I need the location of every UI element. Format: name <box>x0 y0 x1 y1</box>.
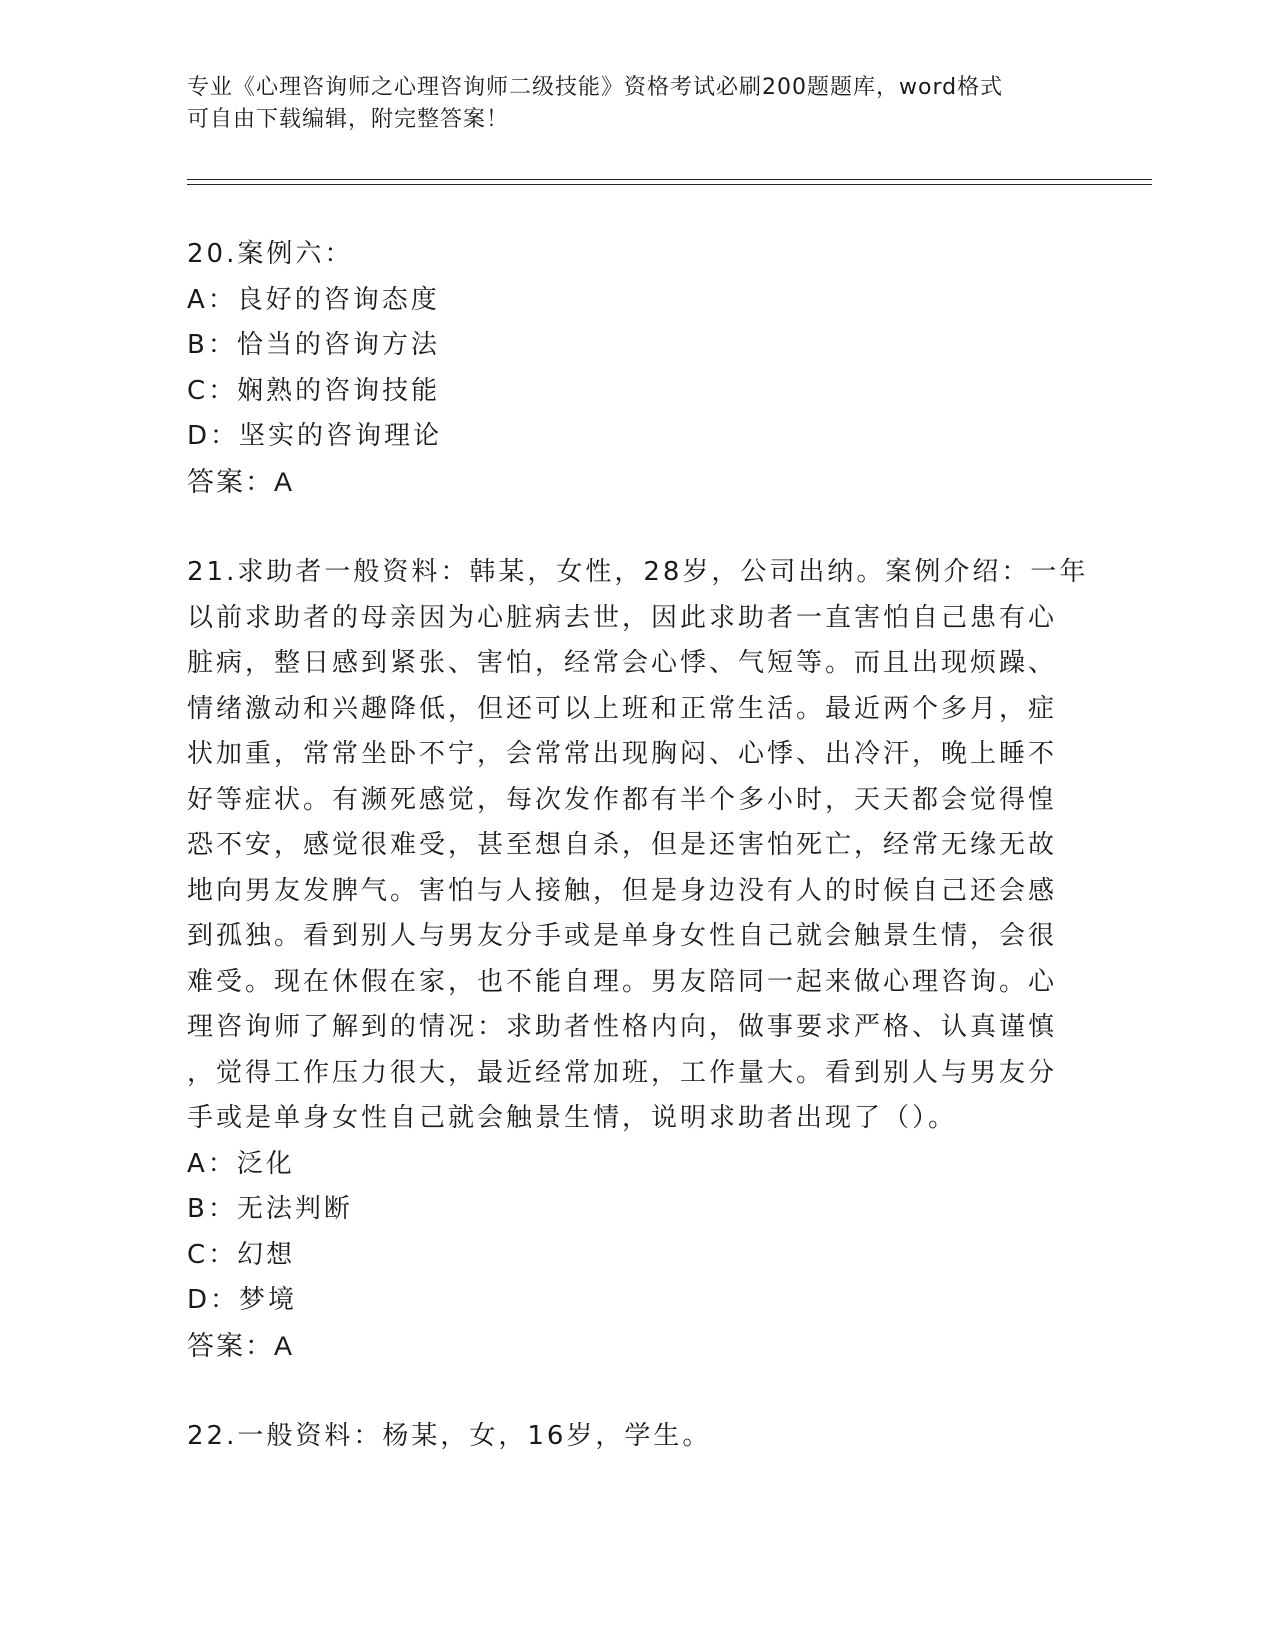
question-stem-line: ，觉得工作压力很大，最近经常加班，工作量大。看到别人与男友分 <box>187 1057 1058 1088</box>
question-stem-line: 情绪激动和兴趣降低，但还可以上班和正常生活。最近两个多月，症 <box>187 693 1058 724</box>
header-line-1: 专业《心理咨询师之心理咨询师二级技能》资格考试必刷200题题库，word格式 <box>187 75 1004 100</box>
question-stem-line: 手或是单身女性自己就会触景生情，说明求助者出现了（）。 <box>187 1103 958 1133</box>
question-21 <box>187 550 1087 1369</box>
question-stem-line: 脏病，整日感到紧张、害怕，经常会心悸、气短等。而且出现烦躁、 <box>187 648 1058 678</box>
question-stem: 22.一般资料：杨某，女，16岁，学生。 <box>187 1421 712 1451</box>
option-c: C：娴熟的咨询技能 <box>187 375 441 406</box>
document-header <box>187 72 1067 136</box>
question-stem-line: 到孤独。看到别人与男友分手或是单身女性自己就会触景生情，会很 <box>187 921 1058 951</box>
question-stem-line: 状加重，常常坐卧不宁，会常常出现胸闷、心悸、出冷汗，晚上睡不 <box>187 739 1058 769</box>
answer-label: 答案：A <box>187 1330 295 1361</box>
question-stem-line: 恐不安，感觉很难受，甚至想自杀，但是还害怕死亡，经常无缘无故 <box>187 830 1058 860</box>
question-stem: 20.案例六： <box>187 239 354 269</box>
option-d: D：梦境 <box>187 1285 298 1315</box>
question-stem-line: 理咨询师了解到的情况：求助者性格内向，做事要求严格、认真谨慎 <box>187 1012 1058 1042</box>
question-20 <box>187 232 1087 505</box>
question-22 <box>187 1414 1087 1460</box>
question-stem-line: 21.求助者一般资料：韩某，女性，28岁，公司出纳。案例介绍：一年 <box>187 557 1089 587</box>
question-list <box>187 232 1087 1460</box>
question-stem-line: 难受。现在休假在家，也不能自理。男友陪同一起来做心理咨询。心 <box>187 966 1058 997</box>
header-line-2: 可自由下载编辑，附完整答案！ <box>187 107 510 132</box>
answer-label: 答案：A <box>187 466 295 497</box>
option-c: C：幻想 <box>187 1239 296 1270</box>
option-a: A：良好的咨询态度 <box>187 284 440 315</box>
header-divider-bottom <box>187 184 1152 185</box>
header-divider-top <box>187 179 1152 180</box>
question-stem-line: 好等症状。有濒死感觉，每次发作都有半个多小时，天天都会觉得惶 <box>187 784 1058 815</box>
question-stem-line: 地向男友发脾气。害怕与人接触，但是身边没有人的时候自己还会感 <box>187 875 1058 906</box>
option-d: D：坚实的咨询理论 <box>187 421 443 451</box>
question-stem-line: 以前求助者的母亲因为心脏病去世，因此求助者一直害怕自己患有心 <box>187 602 1058 633</box>
option-a: A：泛化 <box>187 1148 295 1179</box>
option-b: B：无法判断 <box>187 1194 353 1224</box>
option-b: B：恰当的咨询方法 <box>187 330 440 360</box>
